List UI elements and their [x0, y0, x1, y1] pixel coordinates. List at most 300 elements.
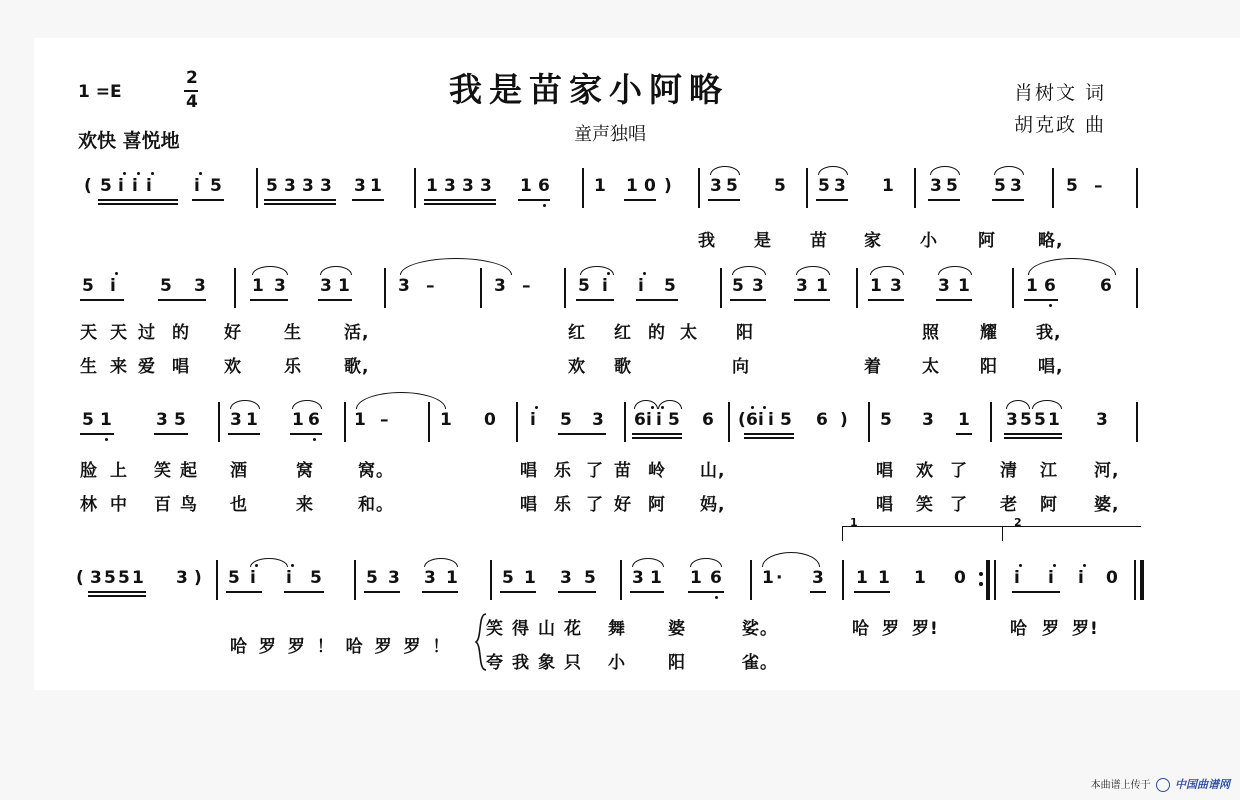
note: 5 [1020, 410, 1032, 430]
lyric-char: 小 [608, 653, 626, 673]
note: 5 [82, 410, 94, 430]
note: 5 [1034, 410, 1046, 430]
lyric-char: 歌, [344, 357, 370, 377]
slur [292, 400, 322, 409]
note: 5 [118, 568, 130, 588]
note: 3 [834, 176, 846, 196]
barline [914, 168, 916, 208]
note: 6 [710, 568, 722, 588]
barline [1012, 268, 1014, 308]
lyric-char: 河, [1094, 461, 1120, 481]
lyric-char: 天 [80, 323, 98, 343]
slur [634, 400, 658, 409]
note: 3 [796, 276, 808, 296]
barline [1052, 168, 1054, 208]
barline [490, 560, 492, 600]
note: i [768, 410, 774, 430]
slur [632, 558, 664, 567]
beam [810, 591, 826, 593]
barline [1136, 268, 1138, 308]
note: – [380, 410, 389, 430]
note: 5 [1066, 176, 1078, 196]
lyric-char: 生 [284, 323, 302, 343]
lyric-char: 岭 [648, 461, 666, 481]
lyricist-credit: 肖树文 词 [1014, 82, 1107, 104]
slur [870, 266, 904, 275]
lyric-char: 好 [224, 323, 242, 343]
lyric-char: 来 [110, 357, 128, 377]
note: 1 [446, 568, 458, 588]
lyric-char: 乐 [554, 461, 572, 481]
beam [88, 591, 146, 597]
beam [352, 199, 384, 201]
lyric-char: 笑 [154, 461, 172, 481]
beam [854, 591, 890, 593]
note: i [1048, 568, 1054, 588]
beam [1024, 299, 1058, 301]
beam [192, 199, 224, 201]
upload-text: 本曲谱上传于 [1090, 780, 1151, 791]
note: i [646, 410, 652, 430]
note: 1 [520, 176, 532, 196]
slur [930, 166, 960, 175]
slur [690, 558, 722, 567]
note: i [194, 176, 200, 196]
octave-dot [1049, 304, 1052, 307]
note: 3 [890, 276, 902, 296]
note: 3 [494, 276, 506, 296]
lyric-char: 阳 [668, 653, 686, 673]
music-row-1 [34, 176, 1240, 220]
lyric-char: 哈 [1010, 619, 1028, 639]
note: 5 [266, 176, 278, 196]
lyric-char: 阳 [736, 323, 754, 343]
beam [744, 433, 794, 439]
lyric-char: 照 [922, 323, 940, 343]
lyric-char: 欢 [224, 357, 242, 377]
octave-dot [1053, 564, 1056, 567]
slur [762, 552, 820, 567]
lyrics-line-4 [34, 606, 1240, 676]
beam [80, 299, 124, 301]
lyric-char: 我, [1036, 323, 1062, 343]
note: i [286, 568, 292, 588]
lyric-char: 耀 [980, 323, 998, 343]
barline [698, 168, 700, 208]
octave-dot [715, 596, 718, 599]
note: 0 [644, 176, 656, 196]
note: 1 [626, 176, 638, 196]
lyric-char: 欢 [916, 461, 934, 481]
note: 5 [880, 410, 892, 430]
lyric-char: 起 [180, 461, 198, 481]
beam [422, 591, 458, 593]
beam [992, 199, 1024, 201]
note: 5 [818, 176, 830, 196]
barline [354, 560, 356, 600]
note: 1 [856, 568, 868, 588]
barline [1136, 402, 1138, 442]
lyric-char: 罗 [882, 619, 900, 639]
barline [868, 402, 870, 442]
lyric-char: 向 [732, 357, 750, 377]
repeat-dot [979, 572, 983, 576]
lyric-char: 乐 [284, 357, 302, 377]
score-sheet [34, 38, 1240, 690]
lyrics-line-2a [34, 318, 1240, 343]
note: 1 [816, 276, 828, 296]
note: 3 [176, 568, 188, 588]
note: i [530, 410, 536, 430]
beam [558, 591, 596, 593]
lyrics-line-3b [34, 490, 1240, 515]
slur [580, 266, 614, 275]
lyric-char: 家 [864, 231, 882, 251]
lyric-char: 妈, [700, 495, 726, 515]
note: 5 [560, 410, 572, 430]
lyric-char: 罗! [1072, 619, 1099, 639]
barline [624, 402, 626, 442]
beam [318, 299, 352, 301]
slur [1032, 400, 1062, 409]
octave-dot [543, 204, 546, 207]
volta-number-2: 2 [1014, 516, 1022, 529]
song-subtitle: 童声独唱 [574, 124, 646, 145]
lyric-char: 婆, [1094, 495, 1120, 515]
note: 3 [320, 176, 332, 196]
lyric-char: 象 [538, 653, 556, 673]
repeat-barline [986, 560, 990, 600]
lyric-char: 和。 [358, 495, 394, 515]
octave-dot [151, 172, 154, 175]
note: 1 [370, 176, 382, 196]
lyric-char: 只 [564, 653, 582, 673]
note: ( [84, 176, 92, 196]
lyric-char: 脸 [80, 461, 98, 481]
lyric-char: 婆 [668, 619, 686, 639]
lyric-char: 阿 [1040, 495, 1058, 515]
slur [424, 558, 458, 567]
lyric-char: 了 [950, 495, 968, 515]
slur [400, 258, 512, 275]
lyric-char: 过 [138, 323, 156, 343]
lyric-char: 雀。 [742, 653, 778, 673]
note: 3 [710, 176, 722, 196]
lyric-char: 略, [1038, 231, 1064, 251]
note: – [522, 276, 531, 296]
lyric-char: 酒 [230, 461, 248, 481]
beam [284, 591, 324, 593]
note: i [110, 276, 116, 296]
note: 5 [780, 410, 792, 430]
note: 1 [246, 410, 258, 430]
note: i [602, 276, 608, 296]
lyric-char: 唱 [876, 461, 894, 481]
note: 1 [958, 410, 970, 430]
barline [990, 402, 992, 442]
note: 1 [914, 568, 926, 588]
octave-dot [291, 564, 294, 567]
note: 3 [424, 568, 436, 588]
note: 3 [560, 568, 572, 588]
note: 1 [252, 276, 264, 296]
note: 1 [338, 276, 350, 296]
lyric-char: 了 [586, 495, 604, 515]
lyric-char: 上 [110, 461, 128, 481]
beam [80, 433, 114, 435]
note: 3 [480, 176, 492, 196]
note: 3 [938, 276, 950, 296]
barline [994, 560, 996, 600]
note: 6 [308, 410, 320, 430]
note: 1 [762, 568, 774, 588]
beam [364, 591, 400, 593]
slur [710, 166, 740, 175]
note: ) [840, 410, 848, 430]
key-signature: 1 =E [78, 82, 122, 102]
lyric-char: 天 [110, 323, 128, 343]
lyric-char: 是 [754, 231, 772, 251]
octave-dot [105, 438, 108, 441]
beam [956, 433, 972, 435]
lyric-char: 阿 [978, 231, 996, 251]
beam [98, 199, 178, 205]
beam [624, 199, 656, 201]
lyric-char: 山 [538, 619, 556, 639]
note: 3 [1010, 176, 1022, 196]
lyric-char: 红 [614, 323, 632, 343]
lyric-char: 乐 [554, 495, 572, 515]
note: i [656, 410, 662, 430]
barline [218, 402, 220, 442]
lyric-char: 歌 [614, 357, 632, 377]
beam [226, 591, 262, 593]
final-barline-thin [1134, 560, 1136, 600]
beam [688, 591, 724, 593]
lyric-char: 舞 [608, 619, 626, 639]
beam [158, 299, 206, 301]
note: ) [664, 176, 672, 196]
barline [216, 560, 218, 600]
lyric-char: 江 [1040, 461, 1058, 481]
note: 5 [82, 276, 94, 296]
site-watermark [1091, 776, 1230, 792]
refrain-lyric: 哈 罗 罗 ！ 哈 罗 罗 ！ [230, 637, 453, 657]
repeat-dot [979, 582, 983, 586]
lyric-char: 百 [154, 495, 172, 515]
lyric-char: 笑 [916, 495, 934, 515]
note: – [426, 276, 435, 296]
lyric-char: 笑 [486, 619, 504, 639]
slur [230, 400, 260, 409]
note: 3 [302, 176, 314, 196]
octave-dot [643, 272, 646, 275]
beam [868, 299, 904, 301]
note: 1 [690, 568, 702, 588]
composer-credit: 胡克政 曲 [1014, 114, 1107, 136]
note: 5 [100, 176, 112, 196]
beam [632, 433, 682, 439]
note: 3 [398, 276, 410, 296]
octave-dot [115, 272, 118, 275]
beam [708, 199, 740, 201]
slur [994, 166, 1024, 175]
note: 5 [774, 176, 786, 196]
note: 3 [354, 176, 366, 196]
note: 5 [664, 276, 676, 296]
note: 1 [870, 276, 882, 296]
note: 1 [524, 568, 536, 588]
note: 6 [634, 410, 646, 430]
octave-dot [1083, 564, 1086, 567]
slur [938, 266, 972, 275]
beam [264, 199, 336, 205]
note: 3 [320, 276, 332, 296]
lyric-char: 欢 [568, 357, 586, 377]
note: 5 [502, 568, 514, 588]
slur [818, 166, 848, 175]
note: 5 [946, 176, 958, 196]
beam [816, 199, 848, 201]
lyric-char: 唱 [172, 357, 190, 377]
lyric-char: 清 [1000, 461, 1018, 481]
barline [750, 560, 752, 600]
lyric-char: 花 [564, 619, 582, 639]
note: 3 [156, 410, 168, 430]
lyric-char: 得 [512, 619, 530, 639]
note: 1 [100, 410, 112, 430]
lyric-char: 山, [700, 461, 726, 481]
note: ) [194, 568, 202, 588]
beam [576, 299, 614, 301]
note: 3 [812, 568, 824, 588]
note: ( [738, 410, 746, 430]
site-logo-icon [1156, 778, 1170, 792]
lyric-char: 来 [296, 495, 314, 515]
note: 5 [584, 568, 596, 588]
note: 0 [484, 410, 496, 430]
note: · [776, 568, 783, 588]
site-name: 中国曲谱网 [1175, 778, 1230, 791]
barline [806, 168, 808, 208]
slur [1006, 400, 1030, 409]
note: 1 [440, 410, 452, 430]
lyric-char: 也 [230, 495, 248, 515]
note: 1 [650, 568, 662, 588]
note: 5 [366, 568, 378, 588]
octave-dot [123, 172, 126, 175]
beam [1004, 433, 1062, 439]
barline [856, 268, 858, 308]
music-row-2 [34, 276, 1240, 320]
beam [290, 433, 322, 435]
lyric-char: 窝 [296, 461, 314, 481]
note: 5 [732, 276, 744, 296]
beam [1012, 591, 1060, 593]
barline [564, 268, 566, 308]
note: 3 [284, 176, 296, 196]
lyric-char: 我 [512, 653, 530, 673]
note: 1 [1026, 276, 1038, 296]
lyric-char: 窝。 [358, 461, 394, 481]
lyrics-line-2b [34, 352, 1240, 377]
note: 3 [230, 410, 242, 430]
slur [252, 266, 288, 275]
note: 3 [930, 176, 942, 196]
note: i [132, 176, 138, 196]
note: 3 [1006, 410, 1018, 430]
note: 1 [1048, 410, 1060, 430]
note: 5 [578, 276, 590, 296]
slur [250, 558, 288, 567]
slur [356, 392, 446, 409]
note: 1 [878, 568, 890, 588]
lyric-char: 罗! [912, 619, 939, 639]
note: 5 [160, 276, 172, 296]
note: 3 [1096, 410, 1108, 430]
note: 5 [668, 410, 680, 430]
beam [636, 299, 678, 301]
barline [234, 268, 236, 308]
tempo-marking: 欢快 喜悦地 [78, 130, 180, 152]
note: 1 [958, 276, 970, 296]
lyric-char: 唱, [1038, 357, 1064, 377]
beam [928, 199, 960, 201]
beam [936, 299, 972, 301]
barline [384, 268, 386, 308]
lyric-char: 我 [698, 231, 716, 251]
note: i [758, 410, 764, 430]
note: 0 [954, 568, 966, 588]
octave-dot [763, 406, 766, 409]
note: 6 [702, 410, 714, 430]
lyric-char: 阿 [648, 495, 666, 515]
lyrics-line-1 [34, 226, 1240, 251]
note: 3 [922, 410, 934, 430]
lyric-char: 苗 [810, 231, 828, 251]
beam [154, 433, 188, 435]
lyric-char: 老 [1000, 495, 1018, 515]
note: 6 [1044, 276, 1056, 296]
note: 5 [310, 568, 322, 588]
note: ( [76, 568, 84, 588]
lyric-char: 的 [648, 323, 666, 343]
barline [344, 402, 346, 442]
note: 3 [388, 568, 400, 588]
lyric-char: 太 [922, 357, 940, 377]
note: 1 [594, 176, 606, 196]
lyric-char: 好 [614, 495, 632, 515]
lyric-char: 唱 [520, 495, 538, 515]
lyric-char: 唱 [876, 495, 894, 515]
note: 5 [210, 176, 222, 196]
note: 1 [354, 410, 366, 430]
lyric-char: 罗 [1042, 619, 1060, 639]
time-signature-top: 2 [186, 68, 198, 88]
barline [728, 402, 730, 442]
note: i [638, 276, 644, 296]
lyric-char: 娑。 [742, 619, 778, 639]
time-signature-bottom: 4 [186, 92, 198, 112]
note: 3 [90, 568, 102, 588]
barline [1136, 168, 1138, 208]
beam [518, 199, 550, 201]
lyric-char: 活, [344, 323, 370, 343]
note: 3 [194, 276, 206, 296]
lyric-char: 红 [568, 323, 586, 343]
lyric-char: 鸟 [180, 495, 198, 515]
lyric-char: 了 [586, 461, 604, 481]
